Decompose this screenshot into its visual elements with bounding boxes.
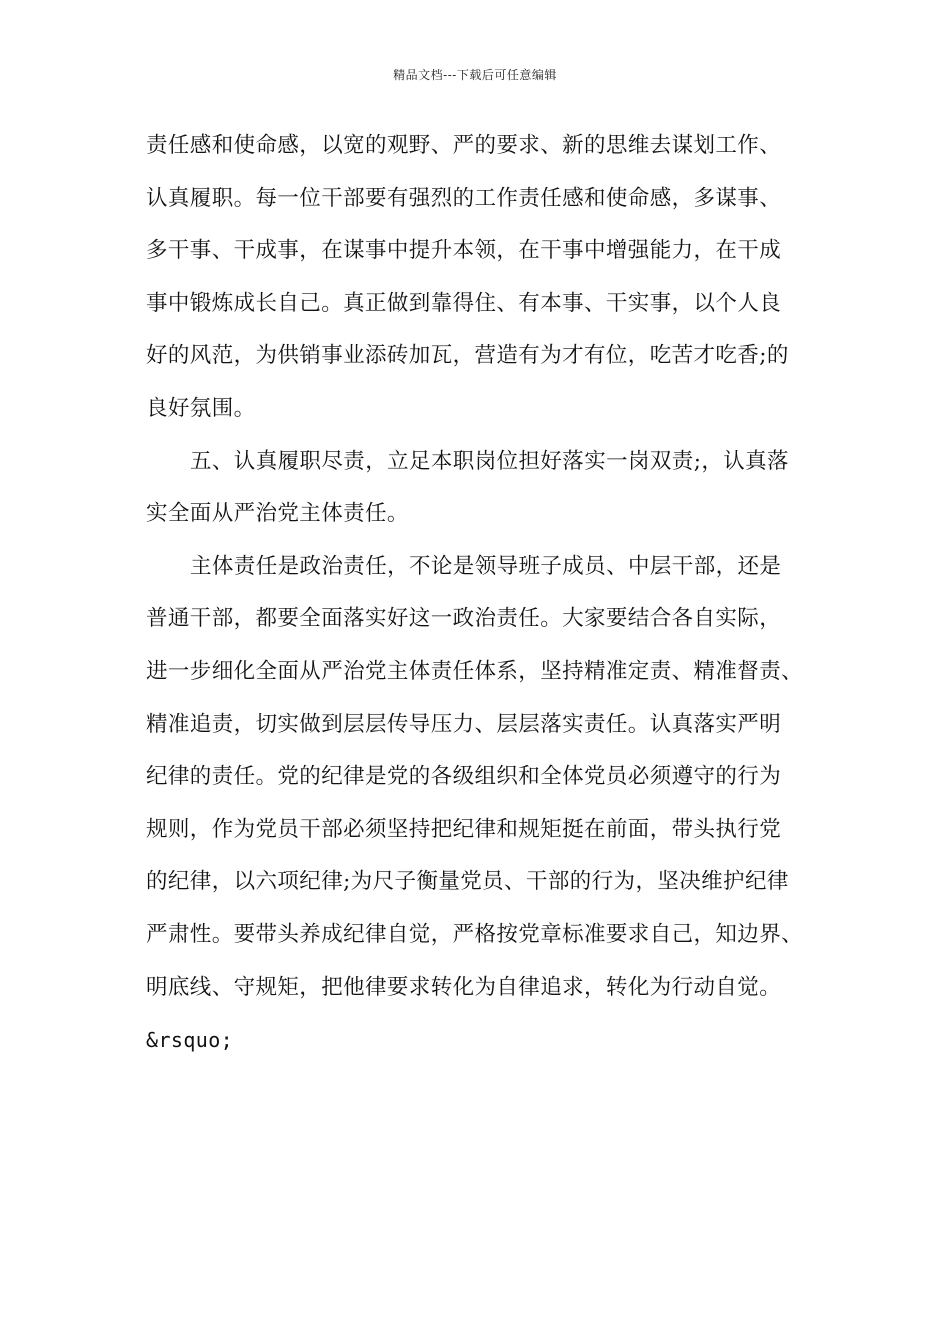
body-line: 责任感和使命感，以宽的观野、严的要求、新的思维去谋划工作、 (146, 133, 782, 158)
document-body (146, 126, 826, 1073)
page-header: 精品文档---下载后可任意编辑 (393, 68, 557, 82)
paragraph-first-line: 主体责任是政治责任，不论是领导班子成员、中层干部，还是 (190, 553, 782, 579)
body-line: 进一步细化全面从严治党主体责任体系，坚持精准定责、精准督责、 (146, 658, 804, 684)
body-line: 纪律的责任。党的纪律是党的各级组织和全体党员必须遵守的行为 (146, 764, 782, 790)
trailing-entity-text: &rsquo; (146, 1028, 234, 1053)
body-line: 认真履职。每一位干部要有强烈的工作责任感和使命感，多谋事、 (146, 185, 782, 211)
body-line: 多干事、干成事，在谋事中提升本领，在干事中增强能力，在干成 (146, 238, 782, 264)
body-line: 事中锻炼成长自己。真正做到靠得住、有本事、干实事，以个人良 (146, 290, 782, 316)
body-line: 明底线、守规矩，把他律要求转化为自律追求，转化为行动自觉。 (146, 974, 782, 1000)
body-line: 规则，作为党员干部必须坚持把纪律和规矩挺在前面，带头执行党 (146, 816, 782, 842)
body-line: 实全面从严治党主体责任。 (146, 501, 409, 527)
body-line: 好的风范，为供销事业添砖加瓦，营造有为才有位，吃苦才吃香;的 (146, 343, 789, 369)
body-line: 的纪律，以六项纪律;为尺子衡量党员、干部的行为，坚决维护纪律 (146, 869, 789, 895)
body-line: 普通干部，都要全面落实好这一政治责任。大家要结合各自实际， (146, 606, 782, 632)
body-line: 精准追责，切实做到层层传导压力、层层落实责任。认真落实严明 (146, 711, 782, 737)
body-line: 良好氛围。 (146, 395, 256, 421)
section-heading-line: 五、认真履职尽责，立足本职岗位担好落实一岗双责;，认真落 (190, 448, 789, 474)
body-line: 严肃性。要带头养成纪律自觉，严格按党章标准要求自己，知边界、 (146, 921, 804, 947)
